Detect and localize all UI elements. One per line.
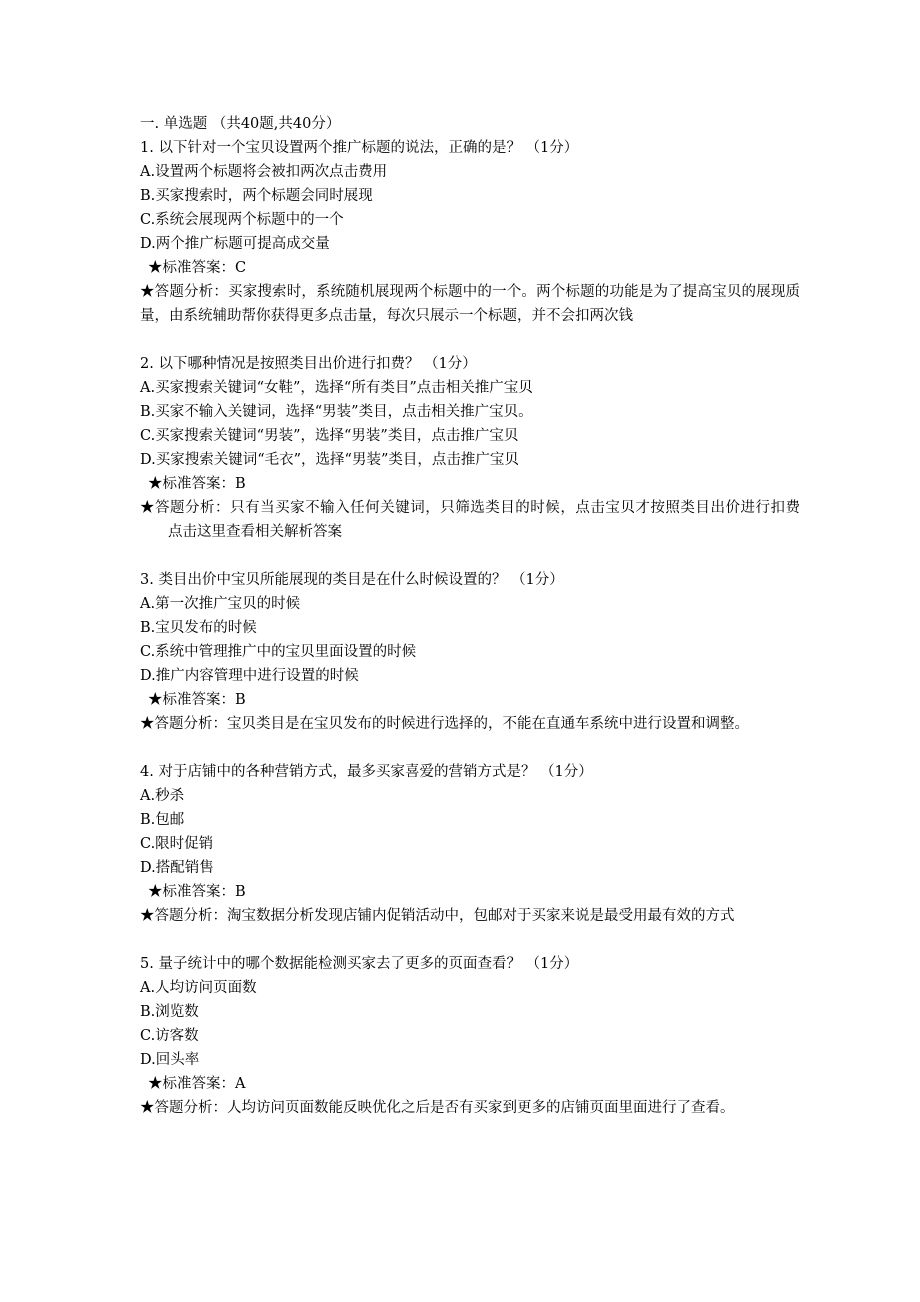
option-b: B.买家不输入关键词，选择“男装”类目，点击相关推广宝贝。 [140, 404, 533, 420]
standard-answer: ★标准答案：B [148, 884, 246, 900]
option-c: C.限时促销 [140, 836, 214, 852]
question-stem: 3. 类目出价中宝贝所能展现的类目是在什么时候设置的？ （1分） [140, 572, 564, 588]
exam-content [140, 112, 800, 1144]
option-a: A.秒杀 [140, 788, 185, 804]
question-stem: 1. 以下针对一个宝贝设置两个推广标题的说法，正确的是？ （1分） [140, 140, 579, 156]
standard-answer: ★标准答案：B [148, 692, 246, 708]
question-stem: 2. 以下哪种情况是按照类目出价进行扣费？ （1分） [140, 356, 477, 372]
option-a: A.人均访问页面数 [140, 980, 257, 996]
answer-analysis: ★答题分析：淘宝数据分析发现店铺内促销活动中，包邮对于买家来说是最受用最有效的方式 [140, 908, 735, 924]
option-b: B.包邮 [140, 812, 185, 828]
option-c: C.系统中管理推广中的宝贝里面设置的时候 [140, 644, 417, 660]
option-b: B.宝贝发布的时候 [140, 620, 257, 636]
question-stem: 5. 量子统计中的哪个数据能检测买家去了更多的页面查看？ （1分） [140, 956, 579, 972]
option-b: B.买家搜索时，两个标题会同时展现 [140, 188, 373, 204]
option-a: A.买家搜索关键词“女鞋”，选择“所有类目”点击相关推广宝贝 [140, 380, 533, 396]
option-b: B.浏览数 [140, 1004, 199, 1020]
answer-analysis: ★答题分析：买家搜索时，系统随机展现两个标题中的一个。两个标题的功能是为了提高宝贝的展现质量，由系统辅助帮你获得更多点击量，每次只展示一个标题，并不会扣两次钱 [140, 284, 800, 324]
option-d: D.搭配销售 [140, 860, 214, 876]
option-c: C.访客数 [140, 1028, 199, 1044]
option-d: D.买家搜索关键词“毛衣”，选择“男装”类目，点击推广宝贝 [140, 452, 519, 468]
section-title: 一. 单选题 （共40题,共40分） [140, 116, 341, 132]
option-d: D.两个推广标题可提高成交量 [140, 236, 330, 252]
standard-answer: ★标准答案：C [148, 260, 247, 276]
answer-analysis [140, 496, 800, 544]
option-a: A.设置两个标题将会被扣两次点击费用 [140, 164, 388, 180]
question-1 [140, 136, 800, 328]
question-stem: 4. 对于店铺中的各种营销方式，最多买家喜爱的营销方式是？ （1分） [140, 764, 593, 780]
question-2 [140, 352, 800, 544]
question-5 [140, 952, 800, 1120]
standard-answer: ★标准答案：B [148, 476, 246, 492]
analysis-text: ★答题分析：只有当买家不输入任何关键词，只筛选类目的时候，点击宝贝才按照类目出价进行扣费 [140, 500, 800, 516]
standard-answer: ★标准答案：A [148, 1076, 246, 1092]
option-c: C.买家搜索关键词“男装”，选择“男装”类目，点击推广宝贝 [140, 428, 519, 444]
option-c: C.系统会展现两个标题中的一个 [140, 212, 344, 228]
analysis-link[interactable]: 点击这里查看相关解析答案 [168, 524, 342, 540]
answer-analysis: ★答题分析：人均访问页面数能反映优化之后是否有买家到更多的店铺页面里面进行了查看。 [140, 1100, 735, 1116]
option-d: D.回头率 [140, 1052, 200, 1068]
answer-analysis: ★答题分析：宝贝类目是在宝贝发布的时候进行选择的，不能在直通车系统中进行设置和调整。 [140, 716, 749, 732]
question-3 [140, 568, 800, 736]
question-4 [140, 760, 800, 928]
option-a: A.第一次推广宝贝的时候 [140, 596, 301, 612]
option-d: D.推广内容管理中进行设置的时候 [140, 668, 359, 684]
